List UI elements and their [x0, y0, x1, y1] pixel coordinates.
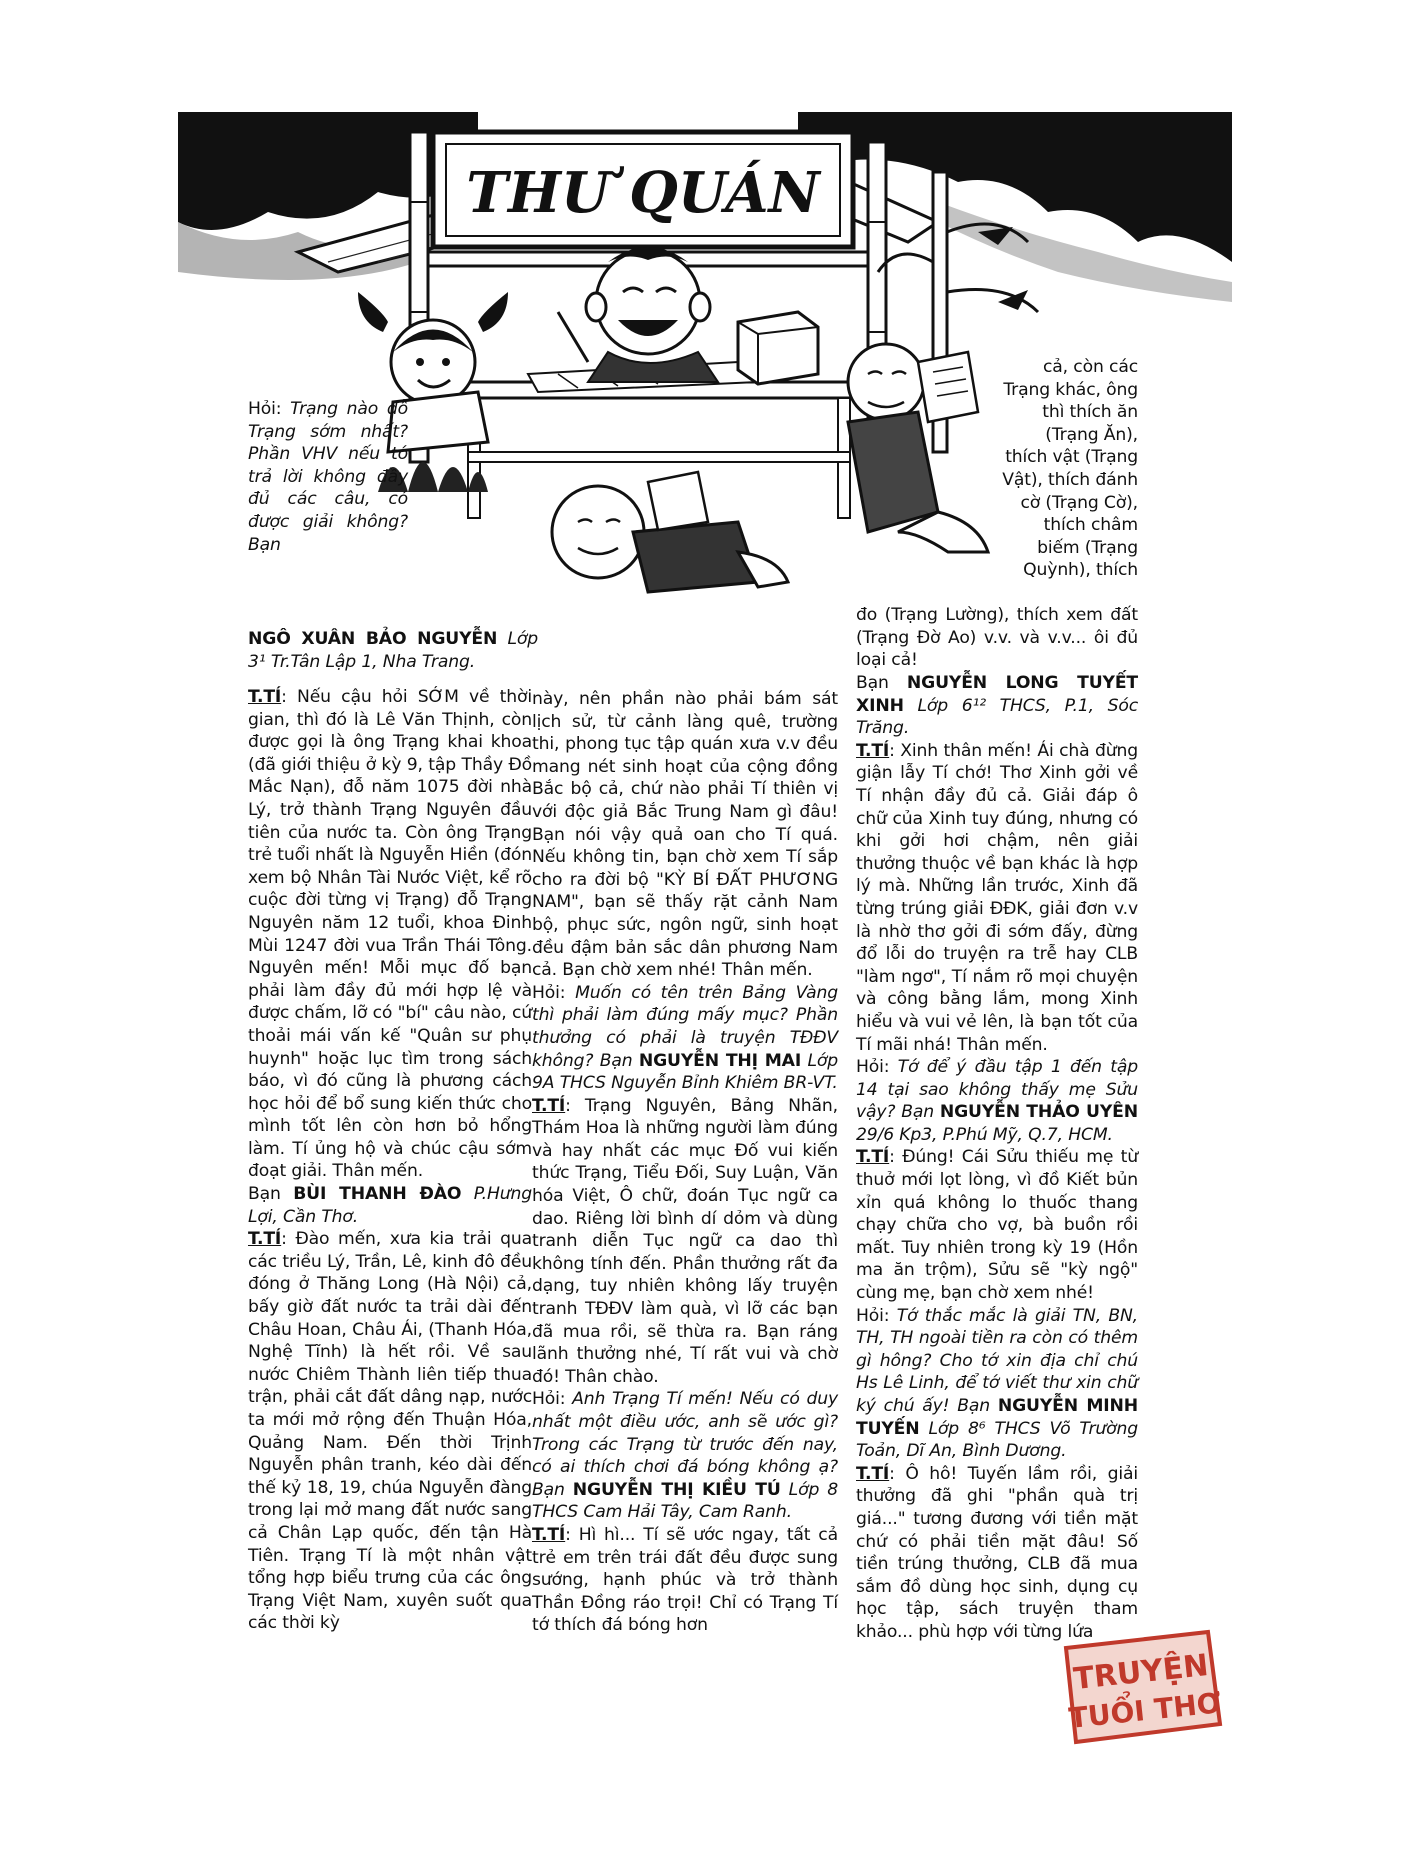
sender-name: NGUYỄN MINH TUYẾN: [856, 1396, 1138, 1439]
letter-6-question: [856, 1056, 1138, 1146]
question-text: Tớ để ý đầu tập 1 đến tập 14 tại sao không thấy mẹ Sửu vậy? Bạn: [856, 1057, 1138, 1123]
answer-text: : Ô hô! Tuyến lầm rồi, giải thưởng đã ghi "phần quà trị giá..." tương đương với tiền mặt chứ có phải tiền mặt đâu! Số tiền trúng thưởng, CLB đã mua sắm đồ dùng học sinh, dụng cụ học tập, sách truyện tham khảo... phù hợp với từng lứa: [856, 1463, 1138, 1642]
sender-name: NGÔ XUÂN BẢO NGUYỄN: [248, 629, 498, 649]
letter-1-sender: [248, 628, 538, 673]
sender-address: Lớp 9A THCS Nguyễn Bỉnh Khiêm BR-VT.: [532, 1050, 838, 1094]
letter-5-sender: [856, 672, 1138, 740]
sender-name: BÙI THANH ĐÀO: [293, 1184, 462, 1205]
letter-1-question: [248, 398, 408, 556]
answer-label: T.TÍ: [532, 1524, 566, 1545]
letter-4-question: [532, 1388, 838, 1524]
box: [738, 312, 818, 384]
answer-text: : Đúng! Cái Sửu thiếu mẹ từ thuở mới lọt lòng, vì đồ Kiết bủn xỉn quá không lo thuốc thang chạy chữa cho vợ, bà buồn rồi mất. Tuy nhiên trong kỳ 19 (Hồn ma ăn trộm), Sửu sẽ "kỳ ngộ" cùng mẹ, bạn chờ xem nhé!: [856, 1147, 1138, 1304]
sender-lead: Bạn: [248, 1184, 281, 1205]
answer-text: : Đào mến, xưa kia trải qua các triều Lý, Trần, Lê, kinh đô đều đóng ở Thăng Long (Hà Nội) cả, bấy giờ đất nước ta trải dài đến Châu Hoan, Châu Ái, (Thanh Hóa, Nghệ Tĩnh) là hết rồi. Về sau nước Chiêm Thành liên tiếp thua trận, phải cắt đất dâng nạp, nước ta mới mở rộng đến Thuận Hóa, Quảng Nam. Đến thời Trịnh Nguyễn phân tranh, kéo dài đến thế kỷ 18, 19, chúa Nguyễn đàng trong lại mở mang đất nước sang cả Chân Lạp quốc, đến tận Hà Tiên. Trạng Tí là một nhân vật tổng hợp biểu trưng của các ông Trạng Việt Nam, xuyên suốt qua các thời kỳ: [248, 1229, 532, 1634]
answer-1: [248, 686, 532, 1183]
sender-name: NGUYỄN THỊ MAI: [638, 1050, 802, 1071]
sender-name: NGUYỄN THỊ KIỀU TÚ: [572, 1479, 781, 1500]
logo-line-2: TUỔI THƠ: [1067, 1686, 1223, 1735]
answer-2-continued: này, nên phần nào phải bám sát lịch sử, từ cảnh làng quê, trường thi, phong tục tập quán xưa v.v đều mang nét sinh hoạt của cộng đồng Bắc bộ cả, chứ nào phải Tí thiên vị với độc giả Bắc Trung Nam gì đâu! Bạn nói vậy quả oan cho Tí quá. Nếu không tin, bạn chờ xem Tí sắp cho ra đời bộ "KỲ BÍ ĐẤT PHƯƠNG NAM", bạn sẽ thấy rặt cảnh Nam bộ, phục sức, ngôn ngữ, sinh hoạt đều đậm bản sắc dân phương Nam cả. Bạn chờ xem nhé! Thân mến.: [532, 689, 838, 981]
column-3: [856, 672, 1138, 1644]
sender-address: Lớp 6¹² THCS, P.1, Sóc Trăng.: [856, 695, 1138, 739]
answer-6: [856, 1146, 1138, 1304]
question-label: Hỏi:: [532, 1389, 566, 1410]
sender-address: P.Hưng Lợi, Cần Thơ.: [248, 1184, 532, 1227]
question-text: Trạng nào đỗ Trạng sớm nhất? Phần VHV nếu tớ trả lời không đầy đủ các câu, có được giải không? Bạn: [248, 399, 408, 555]
answer-text: : Nếu cậu hỏi SỚM về thời gian, thì đó là Lê Văn Thịnh, còn được gọi là ông Trạng khai khoa (đã giới thiệu ở kỳ 9, tập Thầy Đồ Mắc Nạn), đỗ năm 1075 đời nhà Lý, trở thành Trạng Nguyên đầu tiên của nước ta. Còn ông Trạng trẻ tuổi nhất là Nguyễn Hiền (đón xem bộ Nhân Tài Nước Việt, kể rõ cuộc đời từng vị Trạng) đỗ Trạng Nguyên năm 12 tuổi, khoa Đinh Mùi 1247 đời vua Trần Thái Tông. Nguyên mến! Mỗi mục đố bạn phải làm đầy đủ mới hợp lệ và được chấm, lỡ có "bí" câu nào, cứ thoải mái vấn kế "Quân sư phụ huynh" hoặc lục tìm trong sách báo, vì đó cũng là phương cách học hỏi để bổ sung kiến thức cho mình tốt lên còn hơn bỏ hổng làm. Tí ủng hộ và chúc cậu sớm đoạt giải. Thân mến.: [248, 687, 532, 1182]
answer-5: [856, 740, 1138, 1056]
column-2: [532, 688, 838, 1637]
answer-label: T.TÍ: [856, 1147, 890, 1168]
answer-4: [532, 1524, 838, 1637]
answer-4-end: đo (Trạng Lường), thích xem đất (Trạng Đờ Ao) v.v. và v.v... ôi đủ loại cả!: [856, 605, 1138, 671]
question-text: Tớ thắc mắc là giải TN, BN, TH, TH ngoài tiền ra còn có thêm gì hông? Cho tớ xin địa chỉ chú Hs Lê Linh, để tớ viết thư xin chữ ký chú ấy! Bạn: [856, 1305, 1138, 1416]
letter-2-sender: [248, 1183, 532, 1228]
truyen-tuoi-tho-logo: [1058, 1628, 1224, 1746]
fat-boy-head: [552, 486, 644, 578]
question-text: Muốn có tên trên Bảng Vàng thì phải làm đúng mấy mục? Phần thưởng có phải là truyện TĐĐV không? Bạn: [532, 982, 838, 1071]
boy-head: [596, 250, 700, 354]
sender-name: NGUYỄN LONG TUYẾT XINH: [856, 673, 1138, 716]
sender-address: Lớp 3¹ Tr.Tân Lập 1, Nha Trang.: [248, 629, 538, 672]
answer-text: : Xinh thân mến! Ái chà đừng giận lẫy Tí chớ! Thơ Xinh gởi về Tí nhận đầy đủ cả. Giải đáp ô chữ của Xinh tuy đúng, nhưng có khi gởi hơi chậm, nên giải thưởng thuộc về bạn khác là hợp lý mà. Những lần trước, Xinh đã từng trúng giải ĐĐK, giải đơn v.v là nhờ thơ gởi đi sớm đấy, đừng đổ lỗi do truyện ra trễ hay CLB "làm ngơ", Tí nắm rõ mọi chuyện và công bằng lắm, mong Xinh hiểu và vui vẻ lên, là bạn tốt của Tí mãi nhá! Thân mến.: [856, 740, 1138, 1055]
answer-label: T.TÍ: [856, 1463, 890, 1484]
question-label: Hỏi:: [532, 982, 566, 1003]
answer-label: T.TÍ: [248, 687, 282, 707]
question-label: Hỏi:: [856, 1057, 890, 1078]
answer-2: [248, 1228, 532, 1635]
question-label: Hỏi:: [248, 399, 282, 419]
sender-address: Lớp 8 THCS Cam Hải Tây, Cam Ranh.: [532, 1479, 838, 1523]
answer-4-continued: cả, còn các Trạng khác, ông thì thích ăn (Trạng Ăn), thích vật (Trạng Vật), thích đánh cờ (Trạng Cờ), thích châm biếm (Trạng Quỳnh), thích: [1002, 357, 1138, 581]
letter-7-question: [856, 1305, 1138, 1463]
answer-label: T.TÍ: [856, 740, 890, 761]
column-1: [248, 686, 532, 1635]
answer-label: T.TÍ: [248, 1229, 282, 1250]
sign-text: THƯ QUÁN: [466, 160, 820, 226]
answer-text: : Trạng Nguyên, Bảng Nhãn, Thám Hoa là những người làm đúng và hay nhất các mục Đố vui kiến thức Trạng, Tiểu Đối, Suy Luận, Văn hóa Việt, Ô chữ, đoán Tục ngữ ca dao. Riêng lời bình dí dỏm và dùng tranh diễn Tục ngữ ca dao thì không tính đến. Phần thưởng rất đa dạng, tuy nhiên không lấy truyện tranh TĐĐV làm quà, vì lỡ các bạn đã mua rồi, sẽ thừa ra. Bạn ráng lãnh thưởng nhé, Tí rất vui và chờ đó! Thân chào.: [532, 1095, 838, 1387]
sender-address: 29/6 Kp3, P.Phú Mỹ, Q.7, HCM.: [856, 1124, 1113, 1145]
sender-name: NGUYỄN THẢO UYÊN: [939, 1102, 1138, 1123]
letter-3-question: [532, 982, 838, 1095]
sender-address: Lớp 8⁶ THCS Võ Trường Toản, Dĩ An, Bình Dương.: [856, 1418, 1138, 1462]
answer-7: [856, 1463, 1138, 1644]
answer-label: T.TÍ: [532, 1095, 566, 1116]
question-text: Anh Trạng Tí mến! Nếu có duy nhất một điều ước, anh sẽ ước gì? Trong các Trạng từ trước đến nay, có ai thích chơi đá bóng không ạ? Bạn: [532, 1389, 838, 1500]
old-man-head: [848, 344, 924, 420]
question-label: Hỏi:: [856, 1305, 890, 1326]
logo-line-1: TRUYỆN: [1071, 1648, 1211, 1698]
answer-3: [532, 1095, 838, 1389]
answer-text: : Hì hì... Tí sẽ ước ngay, tất cả trẻ em trên trái đất đều được sung sướng, hạnh phúc và trở thành Thần Đồng ráo trọi! Chỉ có Trạng Tí tớ thích đá bóng hơn: [532, 1524, 838, 1636]
sender-lead: Bạn: [856, 673, 889, 693]
